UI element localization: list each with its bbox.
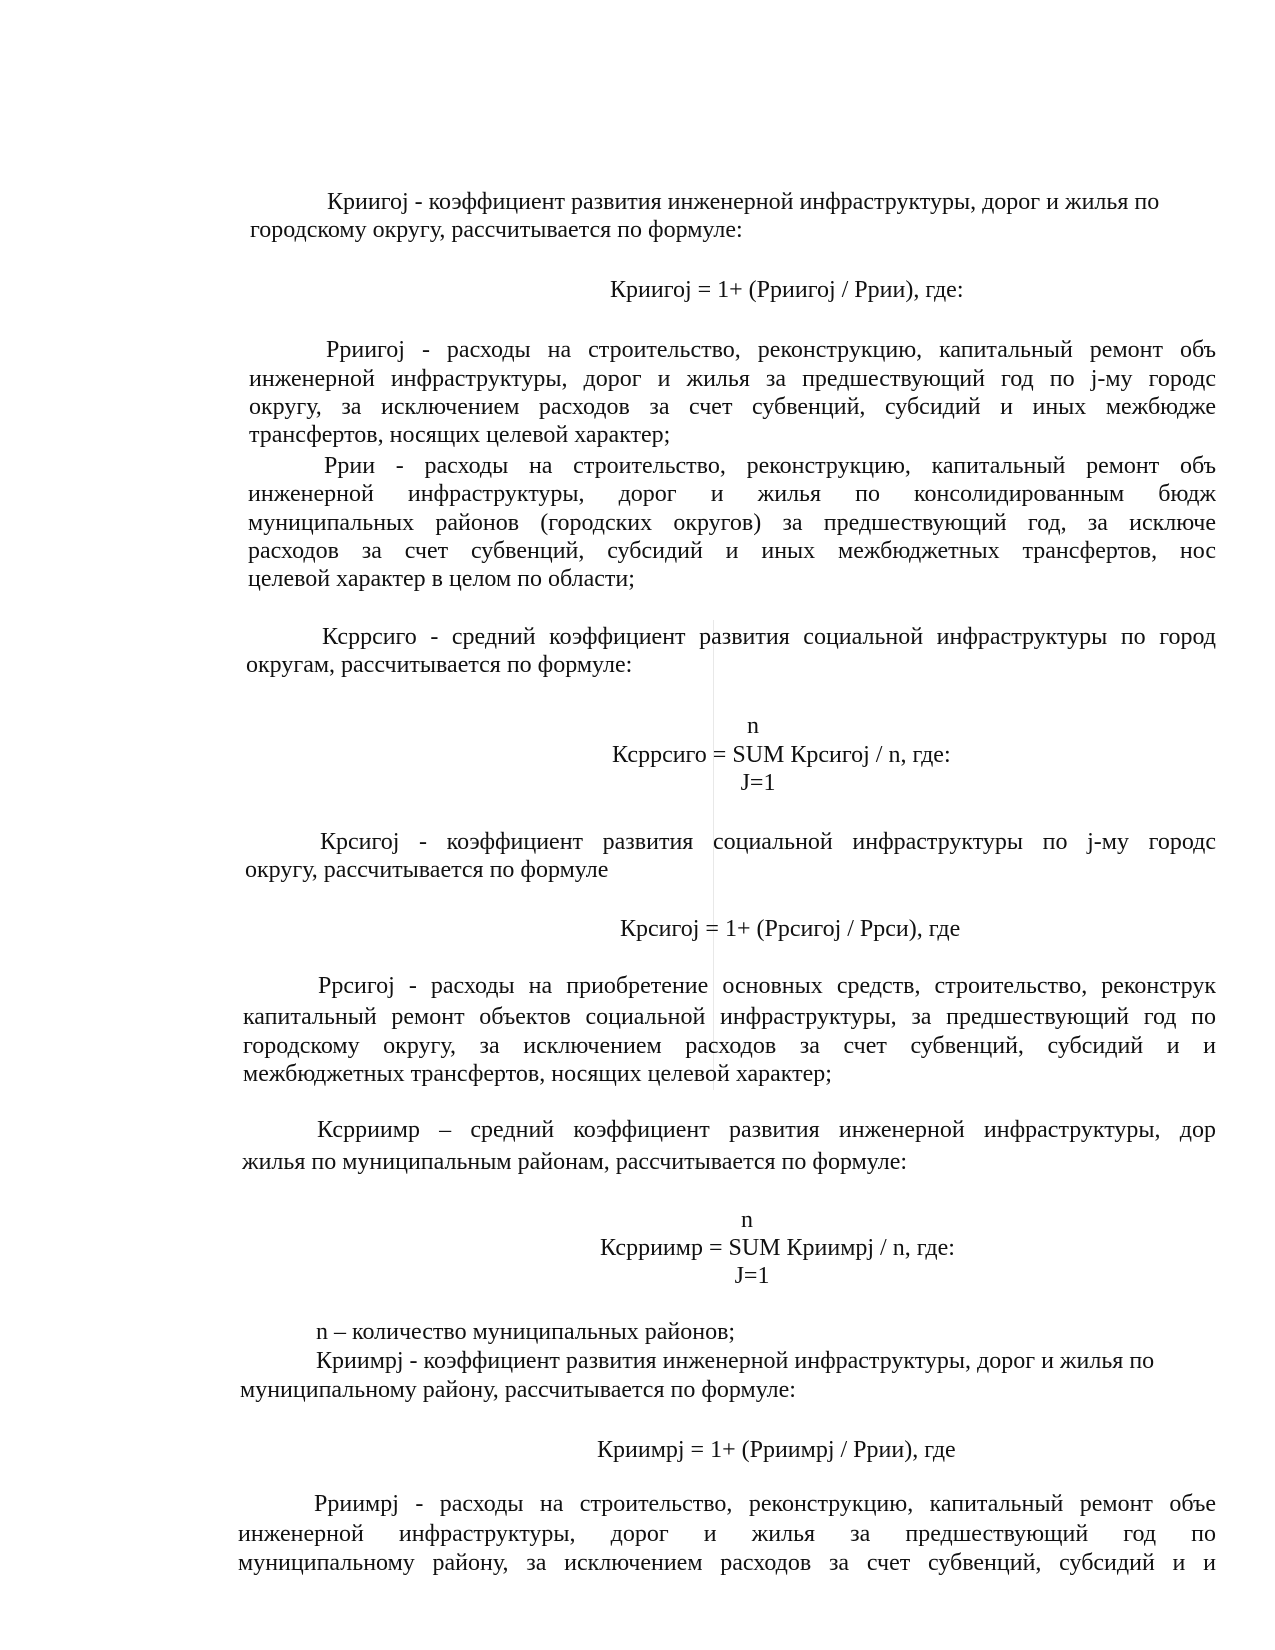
formula: Ксррсиго = SUM Крсигоj / n, где:	[612, 742, 951, 768]
text-line: целевой характер в целом по области;	[248, 566, 635, 592]
text-line: муниципальному району, рассчитывается по формуле:	[240, 1377, 796, 1403]
text-line: Криимрj - коэффициент развития инженерной инфраструктуры, дорог и жилья по	[316, 1348, 1155, 1374]
text-line: Рриигоj - расходы на строительство, реконструкцию, капитальный ремонт объ	[326, 337, 1216, 363]
text-line: Ксрриимр – средний коэффициент развития инженерной инфраструктуры, дор	[317, 1117, 1216, 1143]
text-line: n – количество муниципальных районов;	[316, 1319, 736, 1345]
formula: Ксрриимр = SUM Криимрj / n, где:	[600, 1235, 955, 1261]
text-line: инженерной инфраструктуры, дорог и жилья за предшествующий год по j-му городс	[249, 366, 1216, 392]
text-line: Ррсигоj - расходы на приобретение основных средств, строительство, реконструк	[318, 973, 1216, 999]
formula-lower-limit: J=1	[740, 770, 776, 796]
text-line: капитальный ремонт объектов социальной инфраструктуры, за предшествующий год по	[243, 1004, 1216, 1030]
text-line: межбюджетных трансфертов, носящих целевой характер;	[243, 1061, 832, 1087]
formula-lower-limit: J=1	[734, 1263, 770, 1289]
text-line: округам, рассчитывается по формуле:	[246, 652, 633, 678]
text-line: Ксррсиго - средний коэффициент развития социальной инфраструктуры по город	[322, 624, 1216, 650]
formula-upper-limit: n	[741, 1207, 753, 1233]
text-line: округу, за исключением расходов за счет субвенций, субсидий и иных межбюдже	[249, 394, 1216, 420]
text-line: жилья по муниципальным районам, рассчитывается по формуле:	[242, 1149, 908, 1175]
formula-upper-limit: n	[747, 713, 759, 739]
text-line: инженерной инфраструктуры, дорог и жилья по консолидированным бюдж	[248, 481, 1216, 507]
text-line: муниципальному району, за исключением расходов за счет субвенций, субсидий и и	[238, 1550, 1216, 1576]
formula: Криигоj = 1+ (Рриигоj / Ррии), где:	[610, 277, 964, 303]
text-line: инженерной инфраструктуры, дорог и жилья за предшествующий год по	[238, 1521, 1216, 1547]
text-line: трансфертов, носящих целевой характер;	[249, 422, 671, 448]
text-line: расходов за счет субвенций, субсидий и иных межбюджетных трансфертов, нос	[248, 538, 1216, 564]
formula: Криимрj = 1+ (Рриимрj / Ррии), где	[597, 1437, 956, 1463]
text-line: городскому округу, рассчитывается по формуле:	[250, 217, 743, 243]
text-line: округу, рассчитывается по формуле	[245, 857, 609, 883]
text-line: Криигоj - коэффициент развития инженерной инфраструктуры, дорог и жилья по	[327, 189, 1160, 215]
text-line: Рриимрj - расходы на строительство, реконструкцию, капитальный ремонт объе	[314, 1491, 1216, 1517]
text-line: муниципальных районов (городских округов) за предшествующий год, за исключе	[248, 510, 1216, 536]
text-line: Крсигоj - коэффициент развития социальной инфраструктуры по j-му городс	[320, 829, 1216, 855]
text-line: городскому округу, за исключением расходов за счет субвенций, субсидий и и	[243, 1033, 1216, 1059]
formula: Крсигоj = 1+ (Ррсигоj / Ррси), где	[620, 916, 961, 942]
text-line: Ррии - расходы на строительство, реконструкцию, капитальный ремонт объ	[324, 453, 1216, 479]
